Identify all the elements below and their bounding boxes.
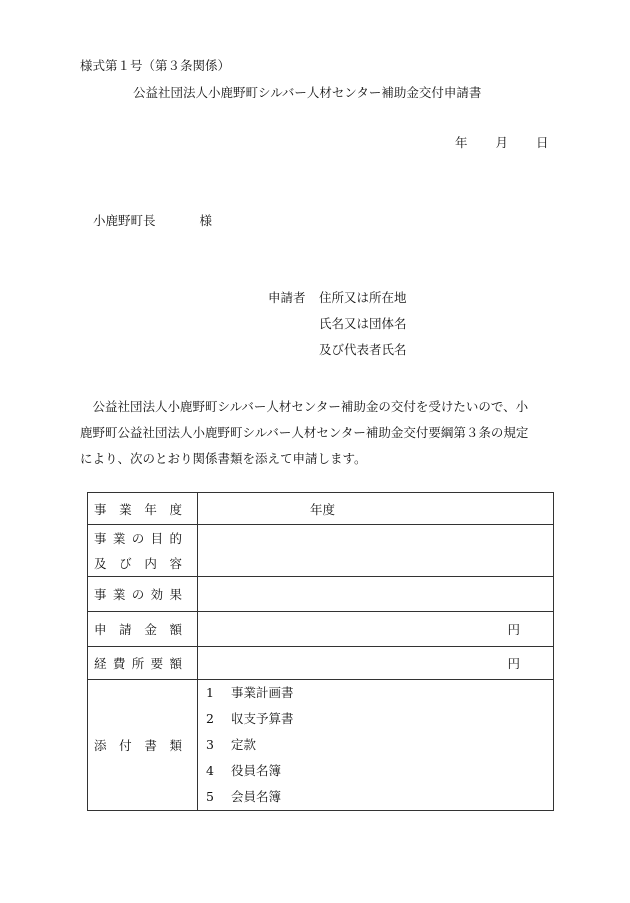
label-char: 容	[169, 555, 182, 571]
cost-label	[88, 647, 198, 680]
applicant-address-label: 住所又は所在地	[319, 290, 407, 305]
label-char: 果	[169, 587, 182, 602]
label-char: 額	[169, 622, 182, 637]
list-item: 3 定款	[206, 737, 257, 752]
cost-value[interactable]	[198, 647, 554, 680]
label-char: 類	[169, 738, 182, 753]
label-char: 及	[94, 555, 107, 571]
applicant-name-label: 氏名又は団体名	[319, 316, 407, 331]
list-item: 5 会員名簿	[206, 789, 282, 804]
date-day-label: 日	[536, 135, 549, 150]
addressee	[93, 215, 212, 228]
label-char: 所	[131, 656, 145, 671]
purpose-label	[88, 525, 198, 577]
fiscal-year-label	[88, 493, 198, 525]
label-char: 業	[119, 501, 132, 517]
application-statement	[80, 394, 560, 472]
label-char: 添	[94, 738, 107, 753]
statement-line: により、次のとおり関係書類を添えて申請します。	[80, 451, 367, 466]
addressee-name: 小鹿野町長	[93, 213, 156, 228]
form-title: 公益社団法人小鹿野町シルバー人材センター補助金交付申請書	[133, 85, 482, 100]
application-details-table	[87, 492, 554, 811]
label-char: 額	[169, 656, 182, 671]
table-row-attachments	[88, 680, 554, 811]
label-char: 経	[94, 656, 107, 671]
label-char: 内	[144, 555, 157, 571]
attachments-list	[198, 680, 554, 811]
yen-unit: 円	[507, 622, 520, 637]
label-char: び	[119, 555, 132, 571]
applicant-representative-label: 及び代表者氏名	[319, 342, 407, 357]
label-char: 事	[94, 501, 107, 517]
addressee-honorific: 様	[199, 213, 213, 228]
amount-label	[88, 612, 198, 647]
label-char: 年	[144, 501, 157, 517]
table-row-amount	[88, 612, 554, 647]
label-char: 書	[144, 738, 157, 753]
list-item: 1 事業計画書	[206, 685, 294, 700]
statement-line: 公益社団法人小鹿野町シルバー人材センター補助金の交付を受けたいので、小	[80, 399, 529, 414]
date-year-label: 年	[455, 135, 468, 150]
label-char: 事	[94, 587, 107, 602]
label-char: 的	[169, 530, 182, 546]
label-char: 業	[112, 530, 126, 546]
label-char: 要	[150, 656, 164, 671]
label-char: の	[131, 530, 145, 546]
purpose-value[interactable]	[198, 525, 554, 577]
label-char: 申	[94, 622, 107, 637]
label-char: の	[131, 587, 145, 602]
label-char: 度	[169, 501, 182, 517]
table-row-effect	[88, 577, 554, 612]
applicant-label: 申請者	[268, 290, 306, 305]
label-char: 金	[144, 622, 157, 637]
form-number: 様式第１号（第３条関係）	[80, 58, 231, 73]
table-row-fiscal-year	[88, 493, 554, 525]
attachments-label	[88, 680, 198, 811]
label-char: 業	[112, 587, 126, 602]
statement-line: 鹿野町公益社団法人小鹿野町シルバー人材センター補助金交付要綱第３条の規定	[80, 425, 529, 440]
fiscal-year-value[interactable]: 年度	[198, 493, 554, 525]
list-item: 2 収支予算書	[206, 711, 294, 726]
label-char: 事	[94, 530, 107, 546]
label-char: 目	[150, 530, 164, 546]
date-month-label: 月	[495, 135, 509, 150]
label-char: 請	[119, 622, 132, 637]
table-row-purpose	[88, 525, 554, 577]
effect-value[interactable]	[198, 577, 554, 612]
amount-value[interactable]	[198, 612, 554, 647]
label-char: 効	[150, 587, 164, 602]
label-char: 付	[119, 738, 132, 753]
label-char: 費	[112, 656, 126, 671]
date-line	[455, 137, 549, 150]
yen-unit: 円	[507, 656, 520, 671]
list-item: 4 役員名簿	[206, 763, 282, 778]
effect-label	[88, 577, 198, 612]
table-row-cost	[88, 647, 554, 680]
